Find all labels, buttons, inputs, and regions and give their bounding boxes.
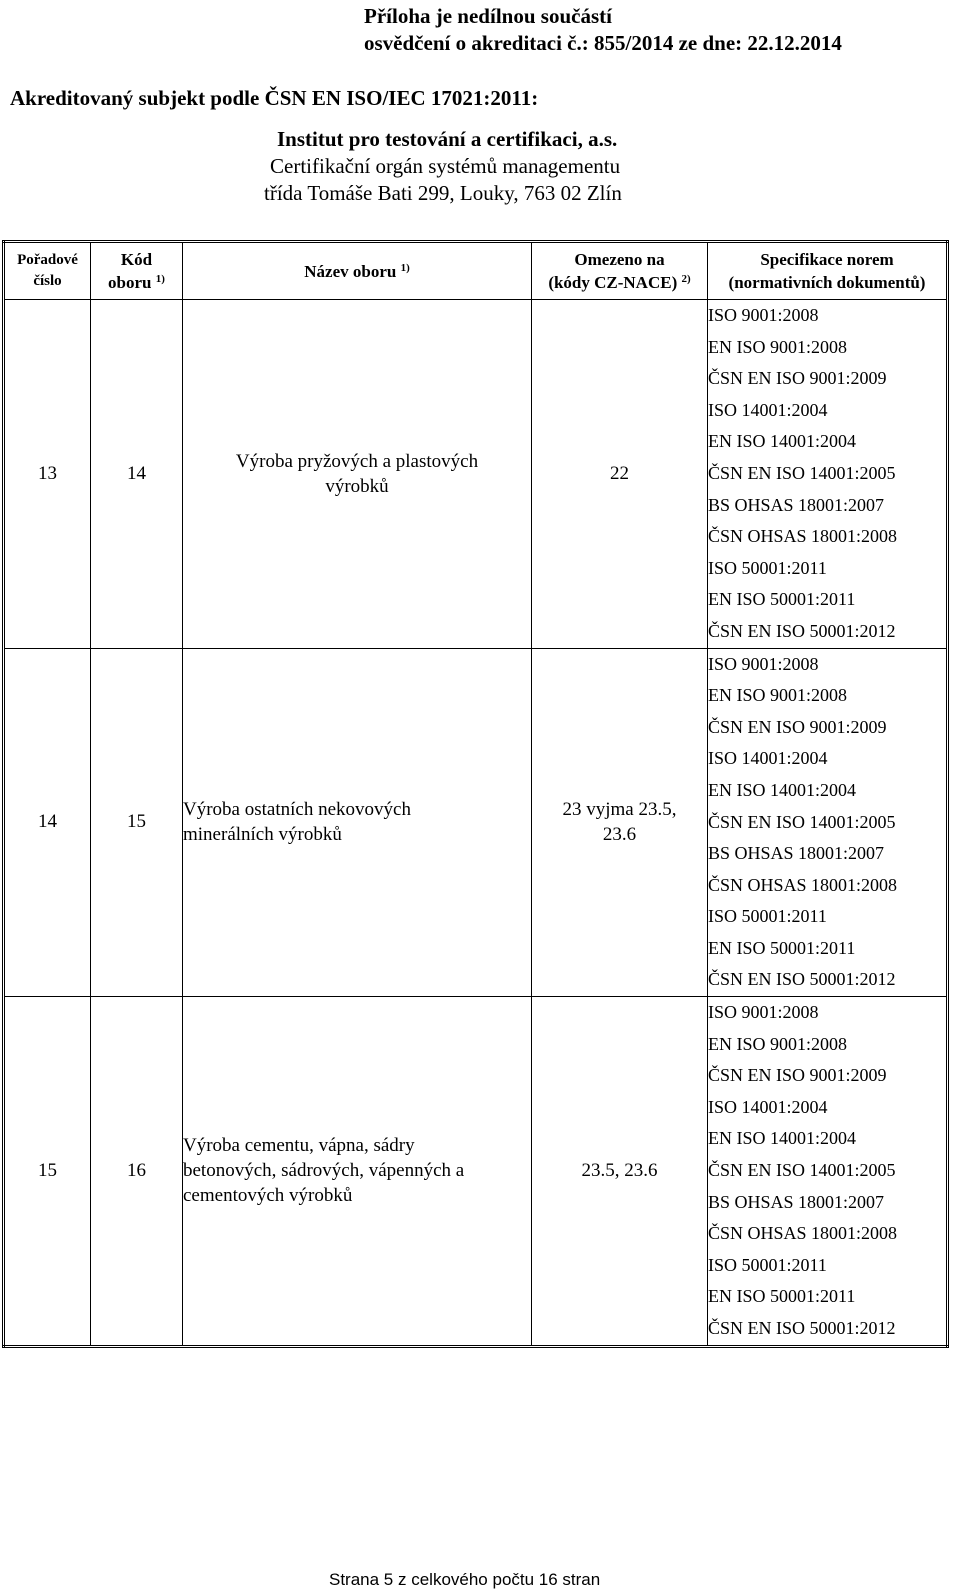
annex-note-line1: Příloha je nedílnou součástí <box>364 4 612 28</box>
standard-item: ČSN OHSAS 18001:2008 <box>708 526 898 547</box>
accredited-subject-heading: Akreditovaný subjekt podle ČSN EN ISO/IEC 17021:2011: <box>10 86 539 110</box>
field-code: 14 <box>91 300 183 649</box>
field-name: Výroba cementu, vápna, sádry betonových, sádrových, vápenných a cementových výrobků <box>183 997 532 1347</box>
order-number: 14 <box>4 648 91 997</box>
standard-item: ČSN EN ISO 9001:2009 <box>708 1065 887 1086</box>
standard-item: ISO 50001:2011 <box>708 557 827 578</box>
standard-item: ČSN EN ISO 14001:2005 <box>708 811 896 832</box>
standard-item: ČSN EN ISO 50001:2012 <box>708 1318 896 1338</box>
standard-item: ISO 50001:2011 <box>708 906 827 927</box>
institute-name: Institut pro testování a certifikaci, a.s. <box>277 127 618 151</box>
standard-item: ISO 9001:2008 <box>708 1002 819 1023</box>
standard-item: EN ISO 14001:2004 <box>708 431 856 452</box>
field-name: Výroba pryžových a plastových výrobků <box>183 300 532 649</box>
standard-item: ČSN EN ISO 9001:2009 <box>708 716 887 737</box>
standard-item: EN ISO 14001:2004 <box>708 1128 856 1149</box>
field-name: Výroba ostatních nekovových minerálních výrobků <box>183 648 532 997</box>
table-row <box>4 648 948 997</box>
order-number: 15 <box>4 997 91 1347</box>
standards-list <box>708 648 948 997</box>
header-limited-to: Omezeno na (kódy CZ-NACE) $^{2)}$ <box>532 242 708 300</box>
standard-item: EN ISO 9001:2008 <box>708 336 847 357</box>
institute-address: třída Tomáše Bati 299, Louky, 763 02 Zlín <box>264 181 622 205</box>
order-number: 13 <box>4 300 91 649</box>
standards-list <box>708 997 948 1347</box>
standard-item: ISO 14001:2004 <box>708 1096 828 1117</box>
standard-item: ČSN OHSAS 18001:2008 <box>708 874 898 895</box>
standard-item: EN ISO 50001:2011 <box>708 589 856 610</box>
header-field-code: Kód oboru $^{1)}$ <box>91 242 183 300</box>
standard-item: BS OHSAS 18001:2007 <box>708 1191 885 1212</box>
table-header-row <box>4 242 948 300</box>
standard-item: ČSN EN ISO 50001:2012 <box>708 969 896 990</box>
standard-item: BS OHSAS 18001:2007 <box>708 843 885 864</box>
scope-table <box>2 240 949 1348</box>
certification-body: Certifikační orgán systémů managementu <box>270 154 621 178</box>
standard-item: ČSN OHSAS 18001:2008 <box>708 1223 898 1244</box>
standard-item: EN ISO 9001:2008 <box>708 1033 847 1054</box>
nace-limit: 22 <box>532 300 708 649</box>
standard-item: ISO 14001:2004 <box>708 748 828 769</box>
standard-item: ISO 50001:2011 <box>708 1254 827 1275</box>
standard-item: ISO 14001:2004 <box>708 399 828 420</box>
header-field-name: Název oboru $^{1)}$ <box>183 242 532 300</box>
page-number-footer: Strana 5 z celkového počtu 16 stran <box>329 1570 601 1589</box>
standard-item: ČSN EN ISO 50001:2012 <box>708 620 896 641</box>
annex-note-line2: osvědčení o akreditaci č.: 855/2014 ze dne: 22.12.2014 <box>364 31 842 55</box>
nace-limit: 23 vyjma 23.5, 23.6 <box>532 648 708 997</box>
standard-item: EN ISO 14001:2004 <box>708 779 856 800</box>
table-row <box>4 997 948 1347</box>
field-code: 15 <box>91 648 183 997</box>
standard-item: EN ISO 50001:2011 <box>708 1286 856 1307</box>
standards-list <box>708 300 948 649</box>
standard-item: EN ISO 50001:2011 <box>708 937 856 958</box>
header-standards: Specifikace norem (normativních dokumentů) <box>708 242 948 300</box>
field-code: 16 <box>91 997 183 1347</box>
standard-item: ČSN EN ISO 14001:2005 <box>708 462 896 483</box>
nace-limit: 23.5, 23.6 <box>532 997 708 1347</box>
standard-item: ČSN EN ISO 9001:2009 <box>708 368 887 389</box>
standard-item: ISO 9001:2008 <box>708 653 819 674</box>
table-row <box>4 300 948 649</box>
standard-item: ČSN EN ISO 14001:2005 <box>708 1160 896 1181</box>
standard-item: BS OHSAS 18001:2007 <box>708 494 885 515</box>
standard-item: EN ISO 9001:2008 <box>708 685 847 706</box>
header-order-number: Pořadové číslo <box>4 242 91 300</box>
standard-item: ISO 9001:2008 <box>708 305 819 325</box>
